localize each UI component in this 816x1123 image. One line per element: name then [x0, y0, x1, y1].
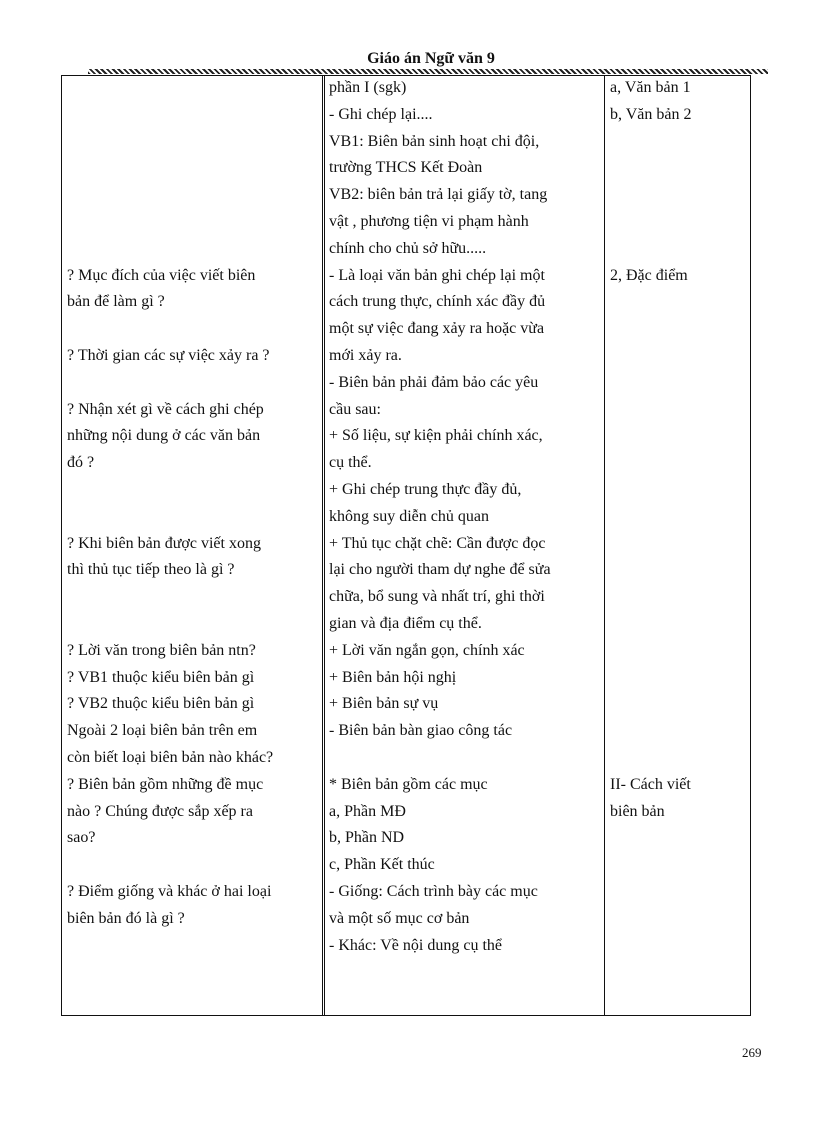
answer-line: mới xảy ra. — [329, 346, 402, 364]
header-divider — [88, 69, 768, 74]
answer-line: + Thủ tục chặt chẽ: Cần được đọc — [329, 534, 546, 552]
answer-line: gian và địa điểm cụ thể. — [329, 614, 482, 632]
column-divider-1 — [322, 75, 323, 1016]
answer-line: lại cho người tham dự nghe để sửa — [329, 561, 551, 579]
question-similarity: ? Điểm giống và khác ở hai loại biên bản đó là gì ? — [67, 882, 272, 927]
note-vb2: b, Văn bản 2 — [610, 105, 692, 123]
note-cach-viet-2: biên bản — [610, 802, 665, 820]
answer-line: - Biên bản bàn giao công tác — [329, 722, 513, 740]
questions-column — [67, 75, 315, 933]
note-dac-diem: 2, Đặc điểm — [610, 266, 688, 284]
question-recording: ? Nhận xét gì về cách ghi chép những nội dung ở các văn bản đó ? — [67, 400, 264, 472]
answer-line: không suy diễn chủ quan — [329, 507, 489, 525]
notes-column — [610, 75, 746, 825]
question-procedure: ? Khi biên bản được viết xong thì thủ tục tiếp theo là gì ? — [67, 534, 261, 579]
answer-line: chữa, bổ sung và nhất trí, ghi thời — [329, 588, 545, 606]
answer-line: - Khác: Về nội dung cụ thể — [329, 936, 502, 954]
answers-column — [329, 75, 599, 959]
answer-line: VB1: Biên bản sinh hoạt chi đội, — [329, 132, 540, 150]
answer-line: cụ thể. — [329, 454, 372, 472]
question-time: ? Thời gian các sự việc xảy ra ? — [67, 346, 270, 364]
answer-line: - Giống: Cách trình bày các mục — [329, 882, 538, 900]
answer-line: - Ghi chép lại.... — [329, 105, 433, 123]
answer-line: - Là loại văn bản ghi chép lại một — [329, 266, 545, 284]
answer-line: + Lời văn ngắn gọn, chính xác — [329, 641, 525, 659]
answer-line: phần I (sgk) — [329, 79, 407, 96]
table-border-bottom — [61, 1015, 751, 1016]
table-border-left — [61, 75, 62, 1016]
answer-line: + Số liệu, sự kiện phải chính xác, — [329, 427, 543, 445]
answer-line: trường THCS Kết Đoàn — [329, 159, 483, 177]
question-purpose: ? Mục đích của việc viết biên bản để làm gì ? — [67, 266, 256, 311]
answer-line: c, Phần Kết thúc — [329, 856, 435, 874]
page-title: Giáo án Ngữ văn 9 — [367, 50, 495, 67]
question-sections: ? Biên bản gồm những đề mục nào ? Chúng được sắp xếp ra sao? — [67, 775, 264, 847]
answer-line: b, Phần ND — [329, 829, 405, 847]
note-cach-viet: II- Cách viết — [610, 775, 691, 793]
answer-line: * Biên bản gồm các mục — [329, 775, 488, 793]
answer-line: + Biên bản hội nghị — [329, 668, 457, 686]
answer-line: a, Phần MĐ — [329, 802, 406, 820]
answer-line: + Biên bản sự vụ — [329, 695, 439, 713]
answer-line — [329, 745, 599, 772]
answer-line: và một số mục cơ bản — [329, 909, 470, 927]
column-divider-2 — [604, 75, 605, 1016]
answer-line: + Ghi chép trung thực đầy đủ, — [329, 480, 522, 498]
page-number: 269 — [742, 1045, 762, 1060]
lesson-table — [61, 75, 751, 1016]
answer-line: chính cho chủ sở hữu..... — [329, 239, 487, 257]
column-divider-1-double — [324, 75, 325, 1016]
table-border-right — [750, 75, 751, 1016]
answer-line: cầu sau: — [329, 400, 381, 418]
answer-line: cách trung thực, chính xác đầy đủ — [329, 293, 546, 311]
answer-line: vật , phương tiện vi phạm hành — [329, 212, 529, 230]
answer-line: - Biên bản phải đảm bảo các yêu — [329, 373, 539, 391]
answer-line: một sự việc đang xảy ra hoặc vừa — [329, 320, 545, 338]
note-vb1: a, Văn bản 1 — [610, 79, 691, 96]
question-language-types: ? Lời văn trong biên bản ntn? ? VB1 thuộc kiểu biên bản gì ? VB2 thuộc kiểu biên bản gì Ngoài 2 loại biên bản trên em còn biết loại biên bản nào khác? — [67, 641, 274, 766]
answer-line: VB2: biên bản trả lại giấy tờ, tang — [329, 186, 548, 204]
